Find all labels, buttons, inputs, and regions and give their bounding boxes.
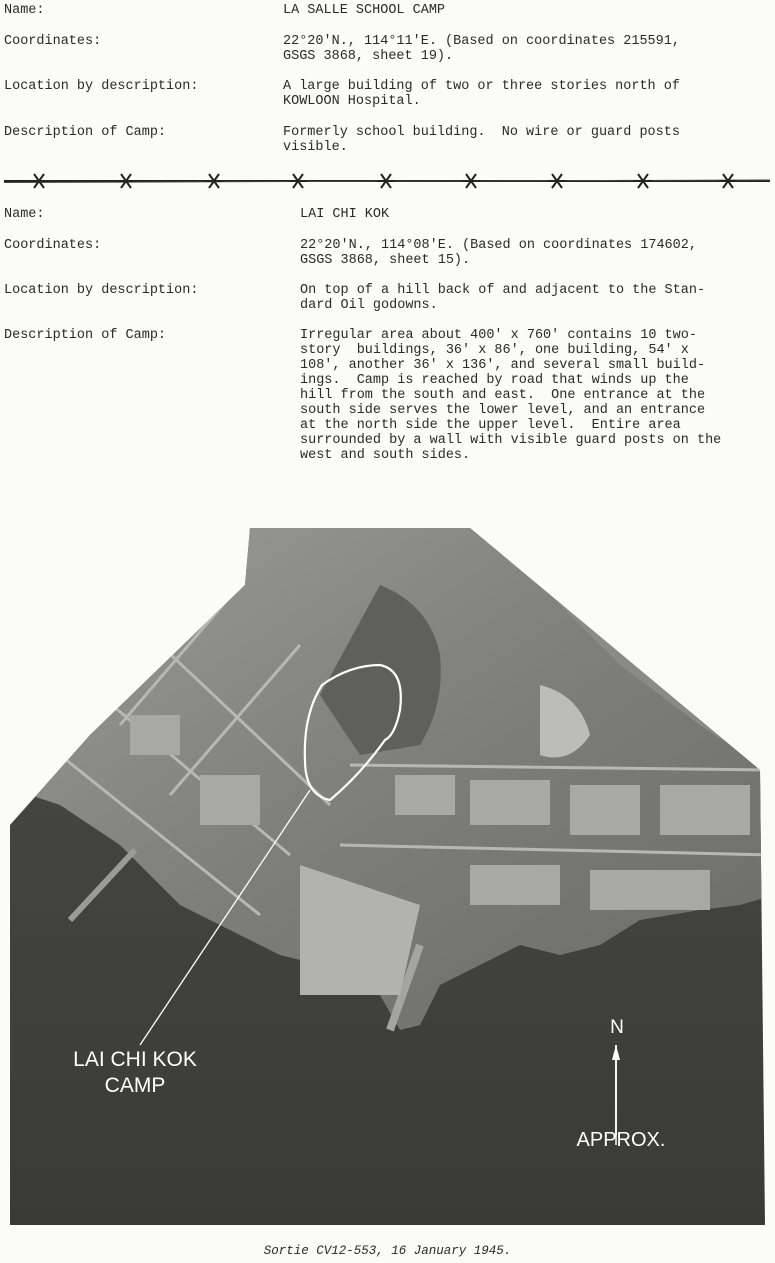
camp-label-line1: LAI CHI KOK [73, 1048, 197, 1071]
camp1-desc-line: visible. [283, 140, 348, 155]
camp2-desc-line: story buildings, 36' x 86', one building, 54' x [300, 343, 689, 358]
camp2-desc-line: 108', another 36' x 136', and several small build- [300, 358, 706, 373]
camp1-loc-line: A large building of two or three stories north of [283, 79, 680, 94]
camp2-desc-line: south side serves the lower level, and an entrance [300, 403, 706, 418]
camp2-desc-line: at the north side the upper level. Entire area [300, 418, 681, 433]
camp2-name-label: Name: [4, 207, 45, 222]
camp-label [60, 1047, 210, 1099]
camp2-loc-line: On top of a hill back of and adjacent to the Stan- [300, 283, 706, 298]
aerial-photo-image [0, 525, 775, 1230]
camp1-desc-line: Formerly school building. No wire or guard posts [283, 125, 680, 140]
camp2-name: LAI CHI KOK [300, 207, 390, 222]
camp1-desc-label: Description of Camp: [4, 125, 167, 140]
camp1-coord-line: 22°20'N., 114°11'E. (Based on coordinates 215591, [283, 34, 680, 49]
camp1-loc-label: Location by description: [4, 79, 199, 94]
camp1-coord-label: Coordinates: [4, 34, 102, 49]
approx-label: APPROX. [576, 1129, 666, 1151]
photo-caption: Sortie CV12-553, 16 January 1945. [263, 1244, 512, 1258]
camp2-loc-label: Location by description: [4, 283, 199, 298]
camp1-coord-line: GSGS 3868, sheet 19). [283, 49, 454, 64]
camp2-desc-line: surrounded by a wall with visible guard posts on the [300, 433, 722, 448]
camp2-coord-line: GSGS 3868, sheet 15). [300, 253, 471, 268]
camp2-desc-line: hill from the south and east. One entrance at the [300, 388, 706, 403]
camp2-loc-line: dard Oil godowns. [300, 298, 438, 313]
camp2-desc-label: Description of Camp: [4, 328, 167, 343]
north-label: N [610, 1017, 624, 1038]
camp2-coord-label: Coordinates: [4, 238, 102, 253]
camp1-name: LA SALLE SCHOOL CAMP [283, 3, 446, 18]
camp2-coord-line: 22°20'N., 114°08'E. (Based on coordinates 174602, [300, 238, 697, 253]
camp1-loc-line: KOWLOON Hospital. [283, 94, 421, 109]
camp2-desc-line: west and south sides. [300, 448, 471, 463]
camp1-name-label: Name: [4, 3, 45, 18]
barbed-wire-divider [0, 170, 775, 192]
aerial-photograph [0, 525, 775, 1230]
camp2-desc-line: ings. Camp is reached by road that winds up the [300, 373, 689, 388]
camp-label-line2: CAMP [104, 1074, 166, 1097]
camp2-desc-line: Irregular area about 400' x 760' contains 10 two- [300, 328, 697, 343]
